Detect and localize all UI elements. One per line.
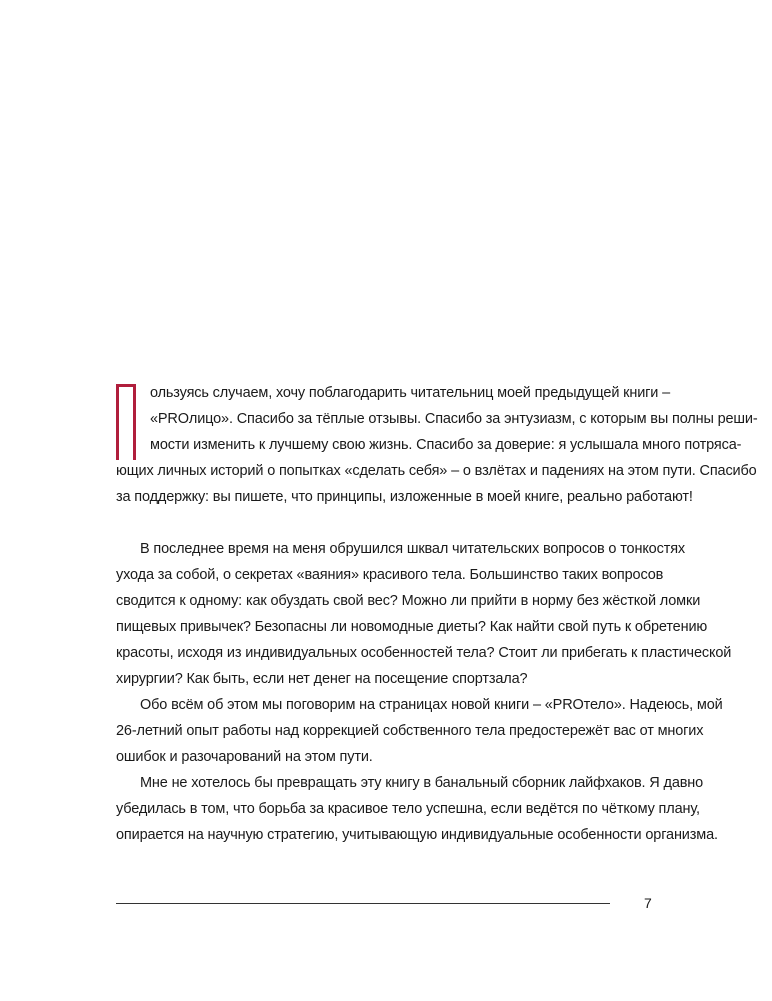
paragraph-line: опирается на научную стратегию, учитывающую индивидуальные особенности организма.	[116, 827, 718, 843]
paragraph-questions	[116, 536, 732, 692]
paragraph-line: хирургии? Как быть, если нет денег на посещение спортзала?	[116, 671, 528, 687]
body-text	[116, 380, 758, 848]
paragraph-line: Обо всём об этом мы поговорим на страницах новой книги – «PROтело». Надеюсь, мой	[140, 697, 723, 713]
intro-line-1: ользуясь случаем, хочу поблагодарить читательниц моей предыдущей книги –	[150, 385, 671, 401]
paragraph-line: сводится к одному: как обуздать свой вес? Можно ли прийти в норму без жёсткой ломки	[116, 593, 701, 609]
paragraph-line: ошибок и разочарований на этом пути.	[116, 749, 373, 765]
footer-rule	[116, 903, 610, 904]
intro-paragraph	[116, 380, 758, 510]
paragraph-line: 26-летний опыт работы над коррекцией собственного тела предостережёт вас от многих	[116, 723, 704, 739]
paragraph-new-book	[116, 692, 723, 770]
intro-line-5: за поддержку: вы пишете, что принципы, изложенные в моей книге, реально работают!	[116, 489, 693, 505]
intro-line-4: ющих личных историй о попытках «сделать себя» – о взлётах и падениях на этом пути. Спасибо	[116, 463, 757, 479]
intro-line-3: мости изменить к лучшему свою жизнь. Спасибо за доверие: я услышала много потряса-	[150, 437, 742, 453]
paragraph-line: Мне не хотелось бы превращать эту книгу в банальный сборник лайфхаков. Я давно	[140, 775, 704, 791]
paragraph-strategy	[116, 770, 718, 848]
dropcap-letter	[116, 380, 117, 381]
paragraph-line: В последнее время на меня обрушился шквал читательских вопросов о тонкостях	[140, 541, 685, 557]
paragraph-line: убедилась в том, что борьба за красивое тело успешна, если ведётся по чёткому плану,	[116, 801, 700, 817]
paragraph-spacer	[116, 510, 656, 536]
paragraph-line: пищевых привычек? Безопасны ли новомодные диеты? Как найти свой путь к обретению	[116, 619, 708, 635]
paragraph-line: красоты, исходя из индивидуальных особенностей тела? Стоит ли прибегать к пластической	[116, 645, 732, 661]
paragraph-line: ухода за собой, о секретах «ваяния» красивого тела. Большинство таких вопросов	[116, 567, 664, 583]
intro-line-2: «PROлицо». Спасибо за тёплые отзывы. Спасибо за энтузиазм, с которым вы полны реши-	[150, 411, 758, 427]
page-number: 7	[644, 895, 652, 911]
dropcap-frame	[116, 384, 136, 460]
